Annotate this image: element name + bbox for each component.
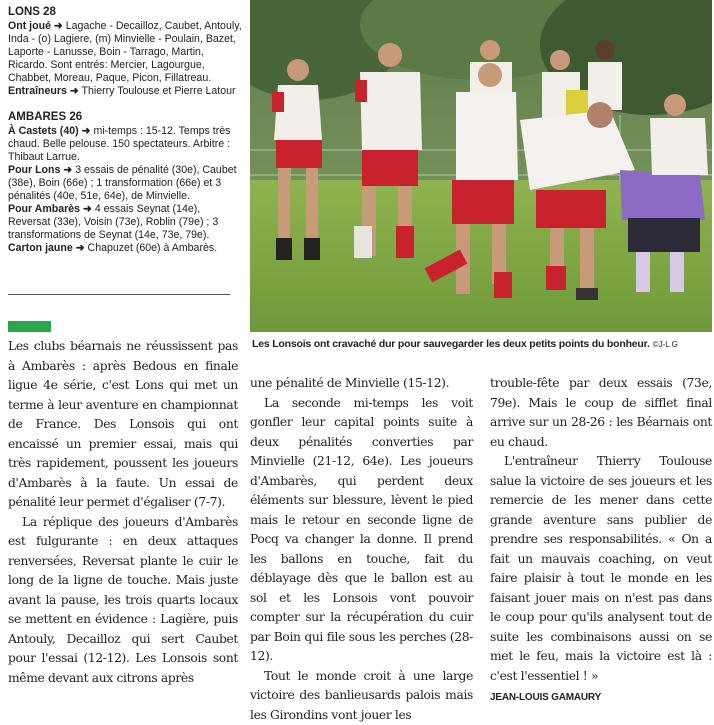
arrow-icon: ➜: [82, 125, 91, 137]
article-paragraph: trouble-fête par deux essais (73e, 79e). Mais le coup de sifflet final arrive sur un 28-26 : les Béarnais ont eu chaud.: [490, 374, 712, 452]
article-paragraph: La seconde mi-temps les voit gonfler leur capital points suite à deux pénalités converties par Minvielle (21-12, 64e). Les joueurs d'Ambarès, qui perdent deux éléments sur blessure, lèvent le pied mais le retour en seconde ligne de Pocq va changer la donne. Il prend les ballons en touche, fait du déblayage dès que le ballon est au sol et les Lonsois vont pouvoir compter sur la récupération du cuir par Boin qui file sous les perches (28-12).: [250, 394, 473, 667]
ambares-score-title: AMBARES 26: [8, 111, 244, 124]
match-info-box: [8, 6, 244, 255]
article-paragraph: L'entraîneur Thierry Toulouse salue la victoire de ses joueurs et les remercie de les mener dans cette grande aventure sans publier de prendre ses responsabilités. « On a fait un mauvais coaching, on veut faire plaisir à tout le monde en les faisant jouer mais on n'est pas dans le coup pour qu'ils analysent tout de suite les combinaisons aussi on se met le feu, mais la victoire est là : c'est l'essentiel ! »: [490, 452, 712, 686]
article-paragraph: Tout le monde croit à une large victoire des banlieusards palois mais les Girondins vont jouer les: [250, 667, 473, 725]
caption-text: Les Lonsois ont cravaché dur pour sauvegarder les deux petits points du bonheur.: [252, 338, 650, 350]
match-details: [8, 125, 244, 164]
coaches-line: [8, 85, 244, 98]
pour-ambares-line: [8, 203, 244, 242]
ont-joue-text: Lagache - Decailloz, Caubet, Antouly, Inda - (o) Lagiere, (m) Minvielle - Poulain, Bazet, Laporte - Lanusse, Boin - Tarrago, Martin, Ricardo. Sont entrés: Mercier, Lagourgue, Chabbet, Moreau, Paque, Picon, Fillatreau.: [8, 20, 242, 84]
pour-lons-text: 3 essais de pénalité (30e), Caubet (38e), Boin (66e) ; 1 transformation (66e) et 3 pénalités (40e, 51e, 64e), de Minvielle.: [8, 164, 237, 202]
pour-ambares-text: 4 essais Seynat (14e), Reversat (33e), Voisin (73e), Roblin (79e) ; 3 transformations de Seynat (14e, 73e, 79e).: [8, 203, 218, 241]
pour-ambares-label: Pour Ambarès: [8, 203, 80, 215]
photo-credit: ©J-L G: [653, 340, 678, 349]
lons-score-title: LONS 28: [8, 6, 244, 19]
photo-caption: [252, 338, 712, 350]
entraineurs-text: Thierry Toulouse et Pierre Latour: [81, 85, 235, 97]
info-divider: [8, 294, 230, 295]
castets-label: À Castets (40): [8, 125, 79, 137]
article-paragraph: La réplique des joueurs d'Ambarès est fulgurante : en deux attaques renversées, Reversat plante le cuir le long de la ligne de touche. Mais juste avant la pause, les trois quarts locaux se mettent en évidence : Lagière, puis Antouly, Decailloz qui sert Caubet pour l'essai (12-12). Les Lonsois sont même devant aux citrons après: [8, 513, 238, 689]
carton-text: Chapuzet (60e) à Ambarès.: [88, 242, 218, 254]
pour-lons-line: [8, 164, 244, 203]
arrow-icon: ➜: [76, 242, 85, 254]
entraineurs-label: Entraîneurs: [8, 85, 67, 97]
castets-text: mi-temps : 15-12. Temps très chaud. Belle pelouse. 150 spectateurs. Arbitre : Thibaut Larrue.: [8, 125, 230, 163]
arrow-icon: ➜: [83, 203, 92, 215]
article-column-3: [490, 374, 712, 708]
arrow-icon: ➜: [54, 20, 63, 32]
section-color-tag: [8, 321, 51, 332]
ont-joue-label: Ont joué: [8, 20, 51, 32]
article-paragraph: Les clubs béarnais ne réussissent pas à Ambarès : après Bedous en finale ligue 4e série, c'est Lons qui met un terme à leur aventure en championnat de France. Des Lonsois qui ont encaissé un premier essai, mais qui très rapidement, poussent les joueurs d'Ambarès à la faute. Un essai de pénalité leur permet d'égaliser (7-7).: [8, 337, 238, 513]
carton-line: [8, 242, 244, 255]
arrow-icon: ➜: [63, 164, 72, 176]
article-paragraph: une pénalité de Minvielle (15-12).: [250, 374, 473, 394]
article-column-2: [250, 374, 473, 725]
carton-label: Carton jaune: [8, 242, 73, 254]
rugby-match-photo: [250, 0, 712, 332]
arrow-icon: ➜: [70, 85, 79, 97]
author-signature: JEAN-LOUIS GAMAURY: [490, 688, 712, 708]
pour-lons-label: Pour Lons: [8, 164, 60, 176]
article-column-1: [8, 337, 238, 688]
lons-lineup: [8, 20, 244, 85]
